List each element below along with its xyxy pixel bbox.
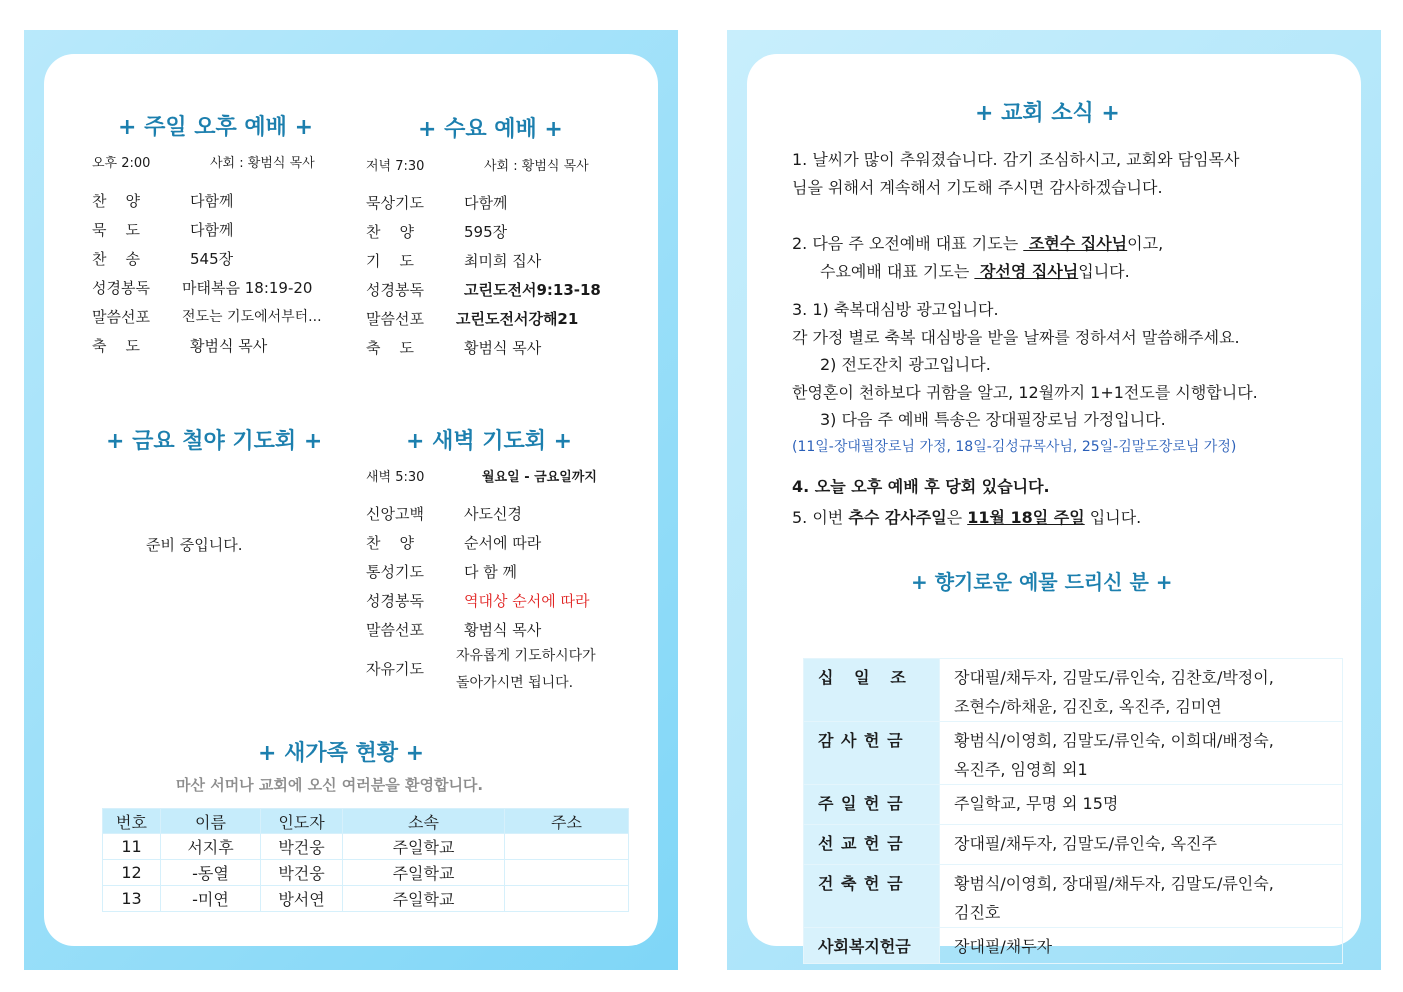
table-row [804,785,1343,825]
col-header: 이름 [161,809,261,834]
col-header: 인도자 [261,809,343,834]
offering-label: 사회복지헌금 [804,928,940,964]
wednesday-time: 저녁 7:30 [366,159,425,174]
friday-title: + 금요 철야 기도회 + [106,429,323,454]
wednesday-title: + 수요 예배 + [418,117,563,142]
dawn-order: 신앙고백 사도신경 찬 양 순서에 따라 통성기도 다 함 께 성경봉독 역대상 순서에 따라 말씀선포 황범식 목사 자유기도 자유롭게 기도하시다가 돌아가시면 됩니다. [366,503,626,693]
friday-note: 준비 중입니다. [146,536,243,554]
offerings-table [803,658,1343,964]
table-row: 12 -동열 박건웅 주일학교 [103,860,629,886]
news-body [792,146,1239,202]
dawn-days: 월요일 - 금요일까지 [482,470,597,485]
offering-names: 황범식/이영희, 장대필/채두자, 김말도/류인숙, 김진호 [940,865,1343,928]
offering-label: 건 축 헌 금 [804,865,940,928]
prayer-name-1: 조현수 집사님 [1023,234,1128,253]
table-row: 11 서지후 박건웅 주일학교 [103,834,629,860]
col-header: 번호 [103,809,161,834]
offering-names: 장대필/채두자 [940,928,1343,964]
wednesday-order: 묵상기도 다함께 찬 양 595장 기 도 최미희 집사 성경봉독 고린도전서9:13-18 말씀선포 고린도전서강해21 축 도 황범식 목사 [366,194,601,357]
news-item-5: 5. 이번 추수 감사주일은 11월 18일 주일 입니다. [792,508,1142,527]
offering-label: 감 사 헌 금 [804,722,940,785]
table-row [804,825,1343,865]
right-page [727,30,1381,970]
news-item-4: 4. 오늘 오후 예배 후 당회 있습니다. [792,477,1050,496]
sunday-pm-title: + 주일 오후 예배 + [118,115,314,140]
offerings-title: + 향기로운 예물 드리신 분 + [911,570,1173,594]
newfamily-table [102,808,629,912]
sunday-pm-time: 오후 2:00 [92,156,151,171]
table-row [804,865,1343,928]
left-card [44,54,658,946]
news-title: + 교회 소식 + [975,101,1120,126]
dawn-free-prayer: 자유롭게 기도하시다가 돌아가시면 됩니다. [456,648,596,691]
news-item-1-cont: 님을 위해서 계속해서 기도해 주시면 감사하겠습니다. [792,178,1163,197]
table-row [804,659,1343,722]
sunday-pm-leader: 사회 : 황범식 목사 [210,156,315,171]
offering-names: 주일학교, 무명 외 15명 [940,785,1343,825]
newfamily-title: + 새가족 현황 + [258,741,425,766]
sunday-pm-order: 찬 양 다함께 묵 도 다함께 찬 송 545장 성경봉독 마태복음 18:19-20 말씀선포 전도는 기도에서부터... 축 도 황범식 목사 [92,192,322,355]
offering-label: 십 일 조 [804,659,940,722]
table-row [804,722,1343,785]
right-card [747,54,1361,956]
wednesday-leader: 사회 : 황범식 목사 [484,159,589,174]
offering-names: 장대필/채두자, 김말도/류인숙, 김찬호/박정이, 조현수/하채윤, 김진호, 옥진주, 김미연 [940,659,1343,722]
table-header-row [103,809,629,834]
news-item-2: 2. 다음 주 오전예배 대표 기도는 조현수 집사님이고, 수요예배 대표 기도는 장선영 집사님입니다. [792,234,1164,281]
offering-label: 주 일 헌 금 [804,785,940,825]
prayer-name-2: 장선영 집사님 [974,262,1079,281]
newfamily-subtitle: 마산 서머나 교회에 오신 여러분을 환영합니다. [176,776,484,794]
thanksgiving-date: 11월 18일 주일 [967,508,1085,527]
news-item-3: 3. 1) 축복대심방 광고입니다. 각 가정 별로 축복 대심방을 받을 날짜를 정하셔서 말씀해주세요. 2) 전도잔치 광고입니다. 한영혼이 천하보다 귀함을 알고, 12월까지 1+1전도를 시행합니다. 3) 다음 주 예배 특송은 장대필장로님 가정입니다. (11일-장대필장로님 가정, 18일-김성규목사님, 25일-김말도장로님 가정) [792,300,1258,455]
offering-label: 선 교 헌 금 [804,825,940,865]
dawn-time: 새벽 5:30 [366,470,425,485]
offering-names: 황범식/이영희, 김말도/류인숙, 이희대/배정숙, 옥진주, 임영희 외1 [940,722,1343,785]
col-header: 소속 [343,809,505,834]
news-item-1: 1. 날씨가 많이 추워졌습니다. 감기 조심하시고, 교회와 담임목사 [792,150,1240,169]
col-header: 주소 [505,809,629,834]
offering-names: 장대필/채두자, 김말도/류인숙, 옥진주 [940,825,1343,865]
dawn-title: + 새벽 기도회 + [406,429,573,454]
table-row [804,928,1343,964]
left-page [24,30,678,970]
table-row: 13 -미연 방서연 주일학교 [103,886,629,912]
